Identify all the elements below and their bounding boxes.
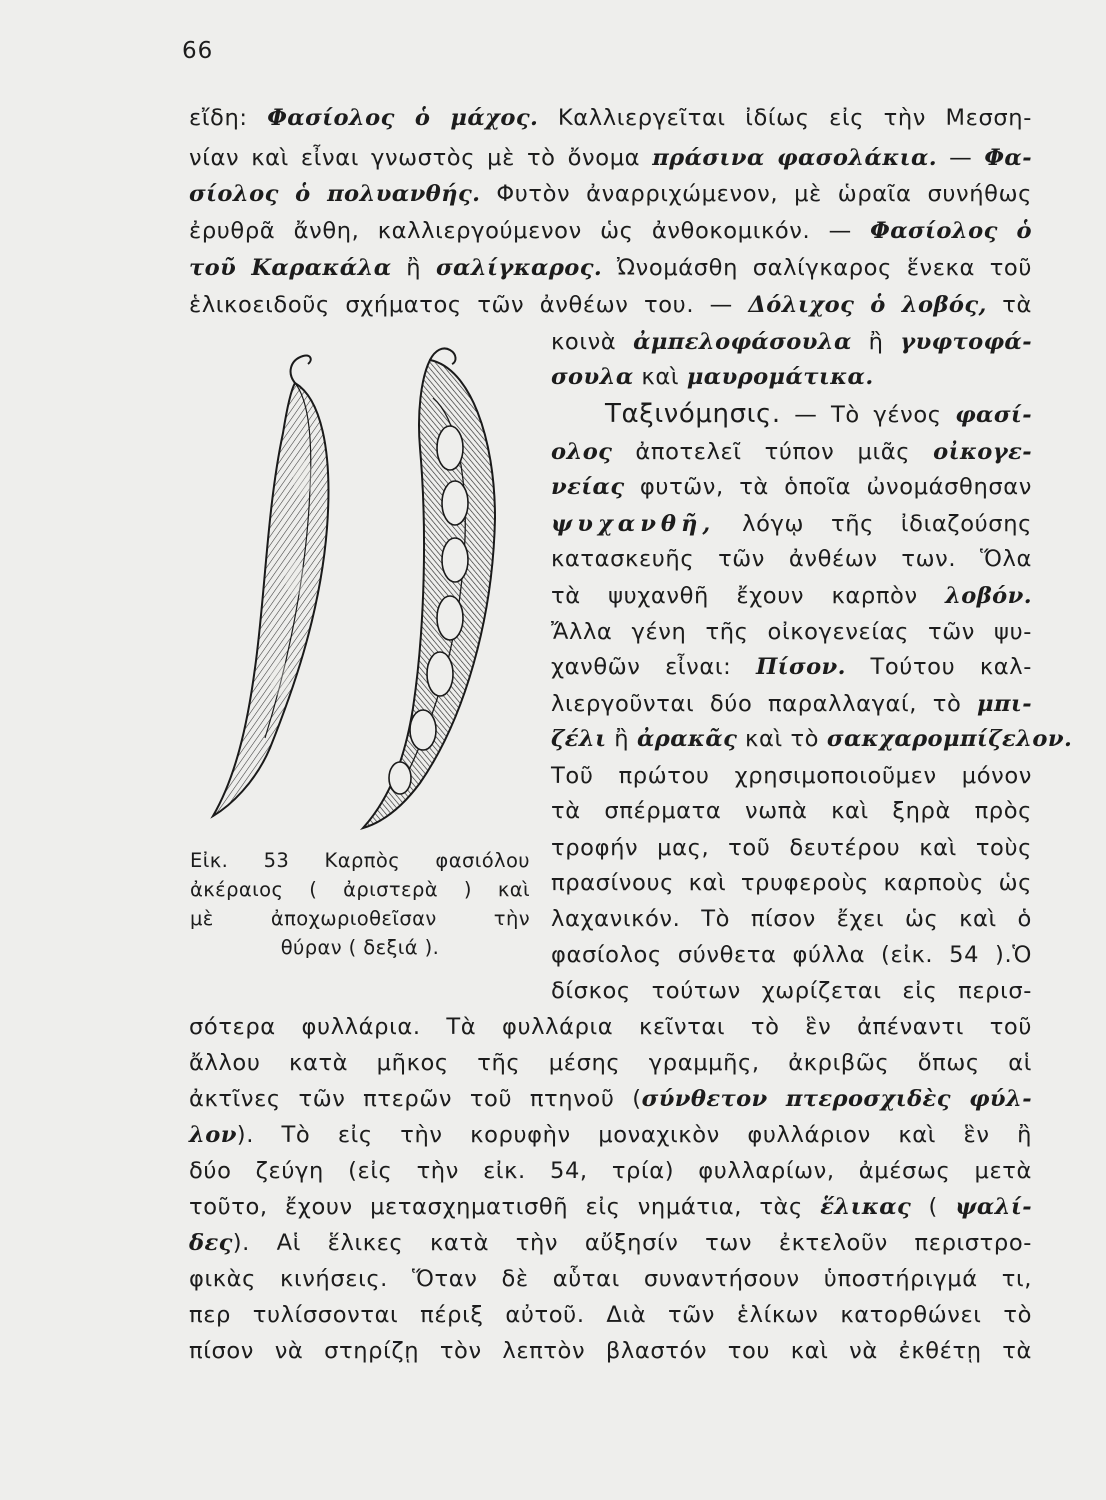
text-line: σότερα φυλλάρια. Τὰ φυλλάρια κεῖνται τὸ ἓν ἀπέναντι τοῦ — [189, 1014, 1032, 1040]
text-line: τοῦτο, ἔχουν μετασχηματισθῆ εἰς νημάτια, τὰς ἕλικας ( ψαλί- — [189, 1194, 1032, 1220]
text-line: τὰ ψυχανθῆ ἔχουν καρπὸν λοβόν. — [551, 583, 1032, 609]
bean-pod-open — [363, 348, 495, 828]
text-line: νίαν καὶ εἶναι γνωστὸς μὲ τὸ ὄνομα πράσινα φασολάκια. — Φα- — [189, 145, 1032, 171]
text-line: φικὰς κινήσεις. Ὅταν δὲ αὗται συναντήσουν ὑποστήριγμά τι, — [189, 1266, 1032, 1292]
text-line: ἐρυθρᾶ ἄνθη, καλλιεργούμενον ὡς ἀνθοκομικόν. — Φασίολος ὁ — [189, 218, 1032, 244]
text-line: ζέλι ἢ ἀρακᾶς καὶ τὸ σακχαρομπίζελον. — [551, 726, 1073, 752]
text-line: κοινὰ ἀμπελοφάσουλα ἢ γυφτοφά- — [551, 329, 1032, 355]
text-line: λον). Τὸ εἰς τὴν κορυφὴν μοναχικὸν φυλλάριον καὶ ἓν ἢ — [189, 1122, 1032, 1148]
text-line: ολος ἀποτελεῖ τύπον μιᾶς οἰκογε- — [551, 439, 1032, 465]
text-line: ἄλλου κατὰ μῆκος τῆς μέσης γραμμῆς, ἀκριβῶς ὅπως αἱ — [189, 1050, 1032, 1076]
text-line: Ἄλλα γένη τῆς οἰκογενείας τῶν ψυ- — [551, 619, 1032, 645]
section-heading-line: Ταξινόμησις. — Τὸ γένος φασί- — [605, 399, 1032, 429]
text-line: ψυχανθῆ, λόγῳ τῆς ἰδιαζούσης — [551, 511, 1032, 537]
text-line: χανθῶν εἶναι: Πίσον. Τούτου καλ- — [551, 654, 1032, 680]
text-line: σίολος ὁ πολυανθής. Φυτὸν ἀναρριχώμενον, μὲ ὡραῖα συνήθως — [189, 181, 1032, 207]
text-line: τοῦ Καρακάλα ἢ σαλίγκαρος. Ὠνομάσθη σαλίγκαρος ἕνεκα τοῦ — [189, 255, 1032, 281]
text-line: πρασίνους καὶ τρυφεροὺς καρποὺς ὡς — [551, 870, 1032, 896]
figure-caption-line: θύραν ( δεξιά ). — [280, 936, 440, 959]
text-line: πίσον νὰ στηρίζῃ τὸν λεπτὸν βλαστόν του καὶ νὰ ἐκθέτῃ τὰ — [189, 1338, 1032, 1364]
text-line: ἀκτῖνες τῶν πτερῶν τοῦ πτηνοῦ (σύνθετον πτεροσχιδὲς φύλ- — [189, 1086, 1033, 1112]
text-line: κατασκευῆς τῶν ἀνθέων των. Ὅλα — [551, 546, 1032, 572]
figure-caption-line: ἀκέραιος ( ἀριστερὰ ) καὶ — [190, 878, 530, 901]
page-number: 66 — [182, 38, 214, 64]
bean-pod-whole — [213, 356, 328, 816]
text-line: Τοῦ πρώτου χρησιμοποιοῦμεν μόνον — [551, 763, 1032, 789]
text-line: δίσκος τούτων χωρίζεται εἰς περισ- — [551, 978, 1032, 1004]
text-line: δες). Αἱ ἕλικες κατὰ τὴν αὔξησίν των ἐκτελοῦν περιστρο- — [189, 1230, 1032, 1256]
bean-pods-figure — [195, 338, 540, 838]
text-line: λιεργοῦνται δύο παραλλαγαί, τὸ μπι- — [551, 691, 1032, 717]
text-line: λαχανικόν. Τὸ πίσον ἔχει ὡς καὶ ὁ — [551, 906, 1032, 932]
text-line: νείας φυτῶν, τὰ ὁποῖα ὠνομάσθησαν — [551, 474, 1032, 500]
text-line: εἴδη: Φασίολος ὁ μάχος. Καλλιεργεῖται ἰδίως εἰς τὴν Μεσση- — [189, 105, 1032, 131]
text-line: σουλα καὶ μαυρομάτικα. — [551, 364, 874, 390]
figure-caption-line: Εἰκ. 53 Καρπὸς φασιόλου — [190, 849, 530, 872]
text-line: τροφήν μας, τοῦ δευτέρου καὶ τοὺς — [551, 835, 1032, 861]
text-line: τὰ σπέρματα νωπὰ καὶ ξηρὰ πρὸς — [551, 798, 1032, 824]
text-line: δύο ζεύγη (εἰς τὴν εἰκ. 54, τρία) φυλλαρίων, ἀμέσως μετὰ — [189, 1158, 1032, 1184]
figure-caption-line: μὲ ἀποχωριοθεῖσαν τὴν — [190, 907, 530, 930]
text-line: φασίολος σύνθετα φύλλα (εἰκ. 54 ).Ὁ — [551, 942, 1032, 968]
text-line: ἑλικοειδοῦς σχήματος τῶν ἀνθέων του. — Δόλιχος ὁ λοβός, τὰ — [189, 292, 1032, 318]
text-line: περ τυλίσσονται πέριξ αὐτοῦ. Διὰ τῶν ἑλίκων κατορθώνει τὸ — [189, 1302, 1032, 1328]
